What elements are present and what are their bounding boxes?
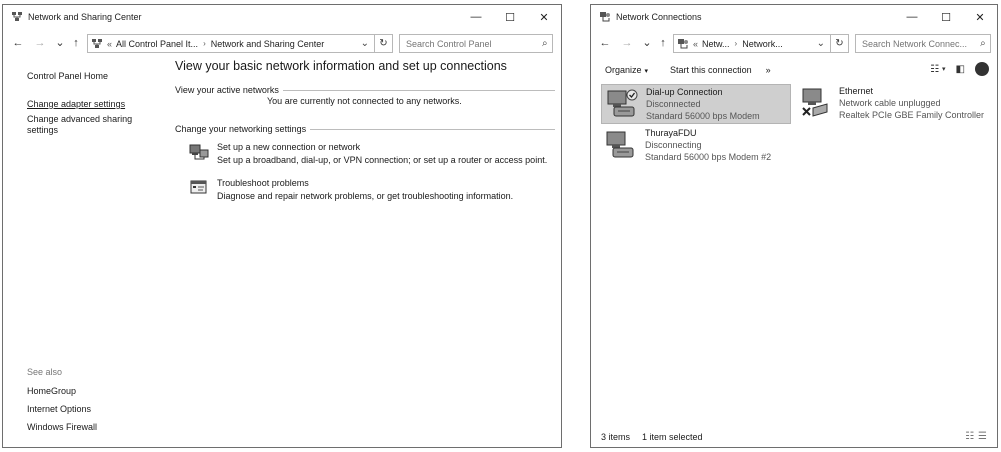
- see-also-header: See also: [27, 367, 63, 377]
- close-button[interactable]: ✕: [539, 11, 549, 24]
- maximize-button[interactable]: ☐: [941, 11, 951, 24]
- organize-label: Organize: [605, 65, 642, 75]
- caption-buttons: [459, 5, 561, 29]
- address-bar[interactable]: [87, 34, 375, 53]
- page-title: View your basic network information and set up connections: [175, 59, 507, 73]
- connection-details: [645, 127, 771, 163]
- address-dropdown-icon[interactable]: ⌄: [360, 38, 369, 49]
- forward-arrow-icon[interactable]: →: [34, 37, 46, 49]
- ethernet-adapter-icon: [799, 86, 833, 120]
- back-arrow-icon[interactable]: ←: [12, 37, 24, 49]
- refresh-icon[interactable]: ↻: [831, 34, 849, 53]
- search-icon[interactable]: ⌕: [541, 38, 548, 49]
- windows-firewall-link[interactable]: Windows Firewall: [27, 422, 98, 432]
- search-box[interactable]: [399, 34, 553, 53]
- network-connections-app-icon: [599, 11, 611, 23]
- start-connection-button[interactable]: Start this connection: [670, 65, 752, 75]
- change-view-dropdown-icon[interactable]: ▾: [942, 66, 946, 73]
- active-networks-header: [175, 85, 555, 95]
- section-divider: [310, 129, 555, 130]
- network-location-icon: [677, 38, 689, 50]
- status-bar: [591, 427, 997, 447]
- connection-item-ethernet[interactable]: [795, 84, 995, 124]
- homegroup-link[interactable]: HomeGroup: [27, 386, 77, 396]
- connection-item-dialup[interactable]: [601, 84, 791, 124]
- network-center-app-icon: [11, 11, 23, 23]
- breadcrumb-network-connections[interactable]: Network...: [742, 38, 783, 49]
- breadcrumb-network-sharing-center[interactable]: Network and Sharing Center: [210, 38, 325, 49]
- connection-name: Dial-up Connection: [646, 87, 723, 97]
- network-connections-window: [590, 4, 998, 448]
- minimize-button[interactable]: —: [470, 11, 482, 23]
- troubleshoot-link[interactable]: Troubleshoot problems: [217, 178, 309, 188]
- item-count: 3 items: [601, 432, 631, 442]
- connection-status: Network cable unplugged: [839, 98, 941, 108]
- see-also-section: [27, 367, 157, 440]
- selection-count: 1 item selected: [642, 432, 703, 442]
- organize-menu[interactable]: [605, 65, 648, 75]
- organize-dropdown-icon: ▾: [644, 68, 649, 75]
- forward-arrow-icon[interactable]: →: [621, 37, 633, 49]
- change-settings-label: Change your networking settings: [175, 124, 307, 134]
- internet-options-link[interactable]: Internet Options: [27, 404, 92, 414]
- change-advanced-sharing-link[interactable]: Change advanced sharing settings: [27, 114, 133, 135]
- address-row: [591, 33, 997, 55]
- minimize-button[interactable]: —: [906, 11, 918, 23]
- connection-status: Disconnected: [646, 99, 701, 109]
- connection-device: Realtek PCIe GBE Family Controller: [839, 110, 985, 120]
- breadcrumb-separator-icon[interactable]: ›: [734, 39, 738, 48]
- connection-details: [839, 85, 984, 121]
- search-input[interactable]: [406, 39, 538, 49]
- window-title: Network Connections: [616, 12, 702, 22]
- set-up-connection-link[interactable]: Set up a new connection or network: [217, 142, 361, 152]
- breadcrumb-overflow[interactable]: «: [693, 38, 699, 49]
- connection-device: Standard 56000 bps Modem: [646, 111, 760, 121]
- preview-pane-icon[interactable]: ◧: [955, 63, 965, 75]
- recent-locations-chevron-icon[interactable]: ⌄: [642, 37, 652, 49]
- back-arrow-icon[interactable]: ←: [599, 37, 611, 49]
- breadcrumb-separator-icon[interactable]: ›: [203, 39, 206, 48]
- command-bar: [591, 59, 997, 81]
- not-connected-message: You are currently not connected to any networks.: [267, 96, 462, 106]
- caption-buttons: [895, 5, 997, 29]
- connection-device: Standard 56000 bps Modem #2: [645, 152, 772, 162]
- troubleshoot-description: Diagnose and repair network problems, or get troubleshooting information.: [217, 191, 514, 201]
- up-arrow-icon[interactable]: ↑: [660, 37, 666, 49]
- connection-name: Ethernet: [839, 86, 874, 96]
- dialup-connection-icon: [606, 87, 640, 121]
- recent-locations-chevron-icon[interactable]: ⌄: [55, 37, 65, 49]
- change-settings-header: [175, 124, 555, 134]
- dialup-connection-icon: [605, 128, 639, 162]
- active-networks-label: View your active networks: [175, 85, 279, 95]
- maximize-button[interactable]: ☐: [505, 11, 515, 24]
- main-content: [175, 57, 555, 210]
- change-view-icon[interactable]: ☷: [930, 63, 940, 75]
- more-commands-icon[interactable]: »: [765, 65, 771, 75]
- connection-item-thurayafdu[interactable]: [601, 126, 791, 166]
- breadcrumb-network-internet[interactable]: Netw...: [702, 38, 730, 49]
- set-up-connection-description: Set up a broadband, dial-up, or VPN connection; or set up a router or access point.: [217, 155, 548, 165]
- up-arrow-icon[interactable]: ↑: [73, 37, 79, 49]
- task-pane: [27, 71, 157, 140]
- address-row: [3, 33, 561, 55]
- close-button[interactable]: ✕: [975, 11, 985, 24]
- connection-name: ThurayaFDU: [645, 128, 697, 138]
- window-title: Network and Sharing Center: [28, 12, 142, 22]
- address-dropdown-icon[interactable]: ⌄: [816, 38, 825, 49]
- control-panel-home-link[interactable]: Control Panel Home: [27, 71, 109, 81]
- troubleshoot-icon: [189, 179, 209, 197]
- search-box[interactable]: [855, 34, 991, 53]
- task-troubleshoot[interactable]: [175, 178, 555, 210]
- breadcrumb-overflow[interactable]: «: [107, 38, 113, 49]
- view-controls: [920, 62, 989, 76]
- section-divider: [283, 90, 555, 91]
- network-sharing-center-window: [2, 4, 562, 448]
- connection-status: Disconnecting: [645, 140, 702, 150]
- network-setup-icon: [189, 143, 209, 161]
- search-icon[interactable]: ⌕: [980, 38, 986, 49]
- task-new-connection[interactable]: [175, 142, 555, 174]
- address-bar[interactable]: [673, 34, 831, 53]
- connection-details: [646, 86, 760, 122]
- help-icon[interactable]: ?: [975, 62, 989, 76]
- search-input[interactable]: [862, 39, 976, 49]
- breadcrumb-all-control-panel[interactable]: All Control Panel It...: [116, 38, 199, 49]
- view-toggle-icons[interactable]: ☷☰: [965, 431, 991, 442]
- control-panel-location-icon: [91, 38, 103, 50]
- refresh-icon[interactable]: ↻: [375, 34, 393, 53]
- change-adapter-settings-link[interactable]: Change adapter settings: [27, 99, 126, 109]
